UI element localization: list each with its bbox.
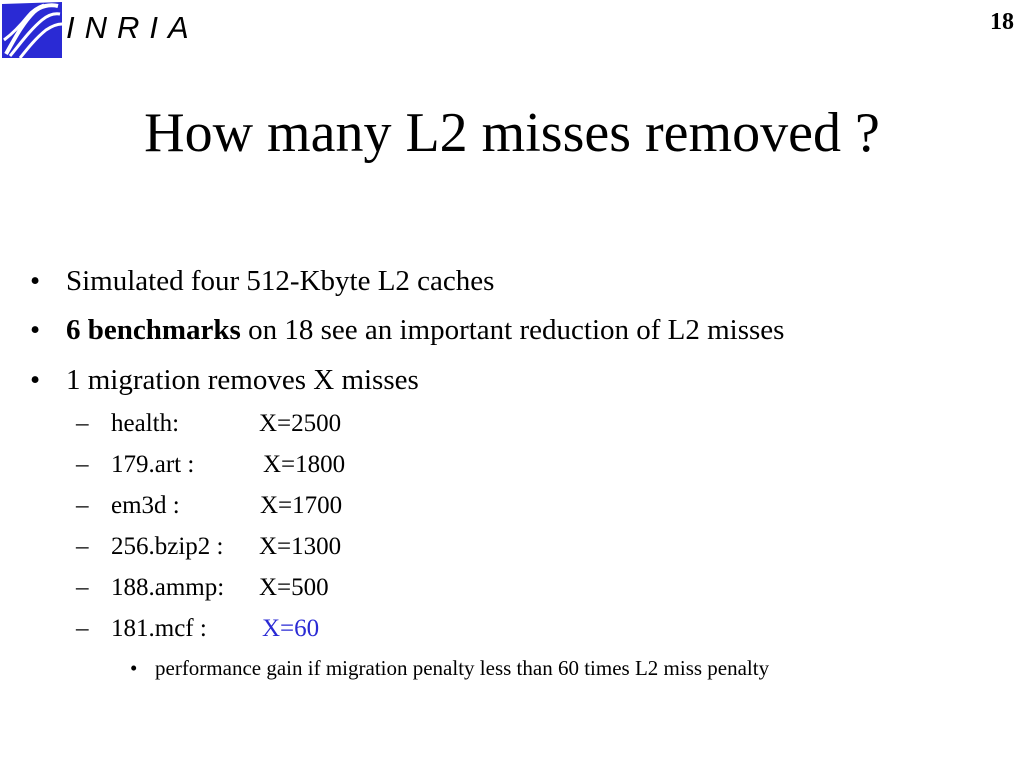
benchmark-name: em3d : — [111, 492, 180, 519]
benchmark-value: X=2500 — [259, 410, 342, 437]
benchmark-value: X=1300 — [259, 533, 342, 560]
bullet-dot-icon: • — [130, 656, 138, 680]
dash-icon: – — [76, 451, 89, 478]
benchmark-value: X=500 — [259, 574, 329, 601]
sub-bullet-item — [76, 616, 319, 641]
bullet-dot-icon: • — [30, 265, 41, 297]
sub-sub-bullet-text: performance gain if migration penalty less than 60 times L2 miss penalty — [155, 656, 770, 680]
bullet-bold-text: 6 benchmarks — [66, 314, 241, 346]
bullet-dot-icon: • — [30, 364, 41, 396]
dash-icon: – — [76, 533, 89, 560]
benchmark-value: X=1800 — [263, 451, 346, 478]
sub-bullet-item — [76, 575, 329, 600]
bullet-dot-icon: • — [30, 314, 41, 346]
sub-bullet-item — [76, 452, 345, 477]
benchmark-name: 181.mcf : — [111, 615, 207, 642]
bullet-text: Simulated four 512-Kbyte L2 caches — [66, 265, 495, 297]
logo-wordmark: INRIA — [66, 10, 199, 45]
dash-icon: – — [76, 574, 89, 601]
sub-sub-bullet-item — [130, 658, 769, 679]
dash-icon: – — [76, 492, 89, 519]
bullet-item — [30, 366, 419, 395]
sub-bullet-item — [76, 534, 341, 559]
bullet-item — [30, 267, 494, 296]
benchmark-name: 179.art : — [111, 451, 195, 478]
slide-number: 18 — [990, 9, 1014, 35]
benchmark-name: health: — [111, 410, 180, 437]
dash-icon: – — [76, 615, 89, 642]
benchmark-name: 256.bzip2 : — [111, 533, 224, 560]
bullet-text: 1 migration removes X misses — [66, 364, 419, 396]
inria-logo — [0, 0, 240, 62]
slide-title: How many L2 misses removed ? — [144, 102, 880, 164]
sub-bullet-item — [76, 411, 341, 436]
sub-bullet-item — [76, 493, 342, 518]
benchmark-value-highlighted: X=60 — [262, 615, 320, 642]
inria-logo-icon — [0, 0, 64, 60]
benchmark-name: 188.ammp: — [111, 574, 225, 601]
bullet-item — [30, 316, 784, 345]
dash-icon: – — [76, 410, 89, 437]
bullet-text: on 18 see an important reduction of L2 misses — [240, 314, 785, 346]
benchmark-value: X=1700 — [260, 492, 343, 519]
